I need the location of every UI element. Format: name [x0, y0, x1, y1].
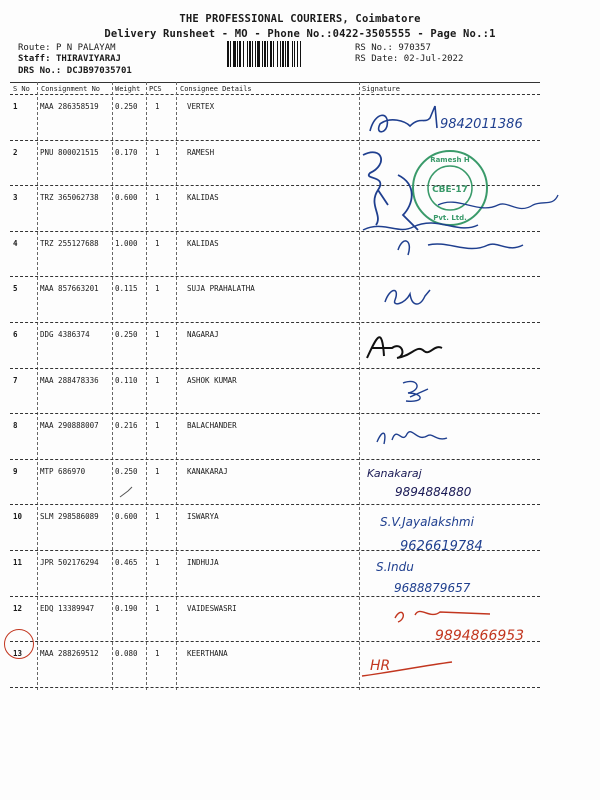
document-subtitle: Delivery Runsheet - MO - Phone No.:0422-3505555 - Page No.:1: [104, 28, 496, 40]
row-consignee: KEERTHANA: [187, 649, 228, 659]
row-pcs: 1: [155, 421, 160, 431]
table-top-rule: [10, 82, 540, 83]
row-pcs: 1: [155, 558, 160, 567]
row-consignee: NAGARAJ: [187, 330, 219, 339]
row-weight: 0.190: [115, 603, 138, 613]
row-weight: 0.110: [115, 375, 138, 385]
staff-field: [18, 54, 121, 64]
barcode-bar: [267, 41, 268, 67]
signature-row-11: [374, 556, 524, 596]
barcode-bar: [273, 41, 274, 67]
barcode-bar: [262, 41, 263, 67]
barcode-bar: [237, 41, 238, 67]
barcode-bar: [297, 41, 298, 67]
barcode-bar: [252, 41, 253, 67]
row-sno: 4: [13, 238, 18, 248]
barcode-image: [227, 41, 345, 67]
col-header-weight: Weight: [115, 85, 141, 93]
row-consignee: VAIDESWASRI: [187, 603, 237, 613]
row10-phone-handwritten: 9626619784: [400, 539, 483, 554]
barcode-bar: [239, 41, 241, 67]
row11-name-handwritten: S.Indu: [376, 560, 414, 574]
row-separator: [10, 413, 540, 414]
row9-phone-handwritten: 9894884880: [395, 485, 472, 499]
row-sno: 11: [13, 558, 23, 567]
row-pcs: 1: [155, 147, 160, 157]
barcode-bar: [292, 41, 293, 67]
rs-no-field: [355, 43, 431, 53]
barcode-bar: [233, 41, 236, 67]
barcode-bar: [264, 41, 266, 67]
staff-label: Staff:: [18, 54, 51, 64]
signature-row-9: [365, 462, 545, 502]
row-consignee: RAMESH: [187, 147, 215, 157]
barcode-bar: [257, 41, 260, 67]
barcode-bar: [227, 41, 229, 67]
drs-value: DCJB97035701: [66, 66, 132, 76]
row-consignment-no: SLM 298586089: [40, 512, 99, 522]
barcode-bar: [294, 41, 295, 67]
row-separator: [10, 276, 540, 277]
row-consignment-no: TRZ 255127688: [40, 238, 99, 248]
row-consignment-no: TRZ 365062738: [40, 193, 99, 203]
row-sno: 10: [13, 512, 23, 522]
row-consignment-no: DDG 4386374: [40, 330, 90, 339]
rs-date-label: RS Date:: [355, 54, 399, 64]
row-sno: 7: [13, 375, 18, 385]
row-consignment-no: MTP 686970: [40, 466, 86, 476]
barcode-bar: [282, 41, 284, 67]
row9-name-handwritten: Kanakaraj: [367, 467, 422, 480]
route-label: Route:: [18, 43, 51, 53]
barcode-bar: [230, 41, 231, 67]
row-sno: 13: [13, 649, 23, 659]
signature-row-6: [362, 326, 452, 366]
row-consignee: KALIDAS: [187, 238, 219, 248]
route-value: P N PALAYAM: [55, 43, 116, 53]
drs-label: DRS No.:: [18, 66, 62, 76]
barcode-bar: [285, 41, 286, 67]
row-weight: 0.115: [115, 284, 138, 294]
row-weight: 0.250: [115, 330, 138, 339]
row-weight: 0.465: [115, 558, 138, 567]
col-header-consignee: Consignee Details: [180, 85, 252, 93]
row-pcs: 1: [155, 512, 160, 522]
row-consignee: INDHUJA: [187, 558, 219, 567]
col-header-signature: Signature: [362, 85, 400, 93]
col-divider: [176, 82, 177, 690]
col-header-pcs: PCS: [149, 85, 162, 93]
row13-initials-handwritten: HR: [370, 658, 391, 674]
barcode-bar: [270, 41, 272, 67]
barcode-bar: [287, 41, 289, 67]
row-sno: 12: [13, 603, 23, 613]
barcode-bar: [280, 41, 281, 67]
row-sno: 8: [13, 421, 18, 431]
row-consignment-no: MAA 286358519: [40, 102, 99, 111]
row-consignee: SUJA PRAHALATHA: [187, 284, 255, 294]
document-title: THE PROFESSIONAL COURIERS, Coimbatore: [179, 13, 421, 25]
table-header-rule: [10, 94, 540, 95]
row-separator: [10, 368, 540, 369]
row-consignment-no: MAA 290888007: [40, 421, 99, 431]
row-consignment-no: MAA 857663201: [40, 284, 99, 294]
row-weight: 0.250: [115, 102, 138, 111]
row-consignee: VERTEX: [187, 102, 215, 111]
row-sno: 6: [13, 330, 18, 339]
signature-row-5: [380, 282, 450, 312]
row-sno: 9: [13, 466, 18, 476]
row13-circle-mark: [4, 629, 34, 659]
row-consignee: ISWARYA: [187, 512, 219, 522]
signature-row-7: [398, 375, 438, 405]
row-pcs: 1: [155, 375, 160, 385]
signature-row-8: [372, 420, 462, 450]
stamp-top-text: Ramesh H: [430, 156, 470, 164]
row-pcs: 1: [155, 330, 160, 339]
barcode-bar: [277, 41, 278, 67]
row10-name-handwritten: S.V.Jayalakshmi: [380, 515, 474, 529]
row-consignment-no: JPR 502176294: [40, 558, 99, 567]
row-consignment-no: PNU 800021515: [40, 147, 99, 157]
row-weight: 0.216: [115, 421, 138, 431]
row-separator: [10, 504, 540, 505]
col-header-consignment: Consignment No: [41, 85, 101, 93]
row-consignee: KALIDAS: [187, 193, 219, 203]
barcode-bar: [300, 41, 301, 67]
row-pcs: 1: [155, 193, 160, 203]
row-consignee: BALACHANDER: [187, 421, 237, 431]
row-sno: 1: [13, 102, 18, 111]
rs-date-field: [355, 54, 463, 64]
row-sno: 3: [13, 193, 18, 203]
barcode-bar: [247, 41, 248, 67]
row-consignee: ASHOK KUMAR: [187, 375, 237, 385]
stamp-center-text: CBE-17: [432, 185, 468, 195]
row11-phone-handwritten: 9688879657: [394, 581, 471, 595]
row-weight: 0.250: [115, 466, 138, 476]
row-weight: 0.600: [115, 512, 138, 522]
row-pcs: 1: [155, 603, 160, 613]
stamp-bottom-text: Pvt. Ltd.: [433, 214, 467, 222]
row-separator: [10, 459, 540, 460]
row-separator: [10, 322, 540, 323]
row-weight: 0.600: [115, 193, 138, 203]
row-pcs: 1: [155, 649, 160, 659]
row-pcs: 1: [155, 284, 160, 294]
row-weight: 1.000: [115, 238, 138, 248]
row-consignee: KANAKARAJ: [187, 466, 228, 476]
row-pcs: 1: [155, 102, 160, 111]
row-weight: 0.080: [115, 649, 138, 659]
row-separator: [10, 687, 540, 688]
col-header-sno: S No: [13, 85, 30, 93]
row1-phone-handwritten: 9842011386: [440, 117, 523, 132]
signature-row-12: [390, 600, 580, 645]
signature-row-10: [378, 510, 548, 555]
stray-pen-mark: [118, 485, 138, 499]
row-consignment-no: EDQ 13389947: [40, 603, 95, 613]
row12-phone-handwritten: 9894866953: [435, 628, 525, 644]
col-divider: [37, 82, 38, 690]
barcode-bar: [249, 41, 251, 67]
signature-row-1: [365, 96, 565, 141]
barcode-bar: [243, 41, 244, 67]
signature-row-13: [362, 648, 472, 683]
rs-no-label: RS No.:: [355, 43, 393, 53]
col-divider: [146, 82, 147, 690]
signature-rows-2-4: [358, 145, 588, 270]
row-sno: 5: [13, 284, 18, 294]
row-sno: 2: [13, 147, 18, 157]
staff-value: THIRAVIYARAJ: [55, 54, 121, 64]
col-divider: [112, 82, 113, 690]
barcode-bar: [255, 41, 256, 67]
row-weight: 0.170: [115, 147, 138, 157]
rs-date-value: 02-Jul-2022: [403, 54, 464, 64]
row-consignment-no: MAA 288478336: [40, 375, 99, 385]
row-pcs: 1: [155, 466, 160, 476]
drs-field: [18, 66, 132, 76]
route-field: [18, 43, 116, 53]
row-consignment-no: MAA 288269512: [40, 649, 99, 659]
rs-no-value: 970357: [398, 43, 431, 53]
row-pcs: 1: [155, 238, 160, 248]
